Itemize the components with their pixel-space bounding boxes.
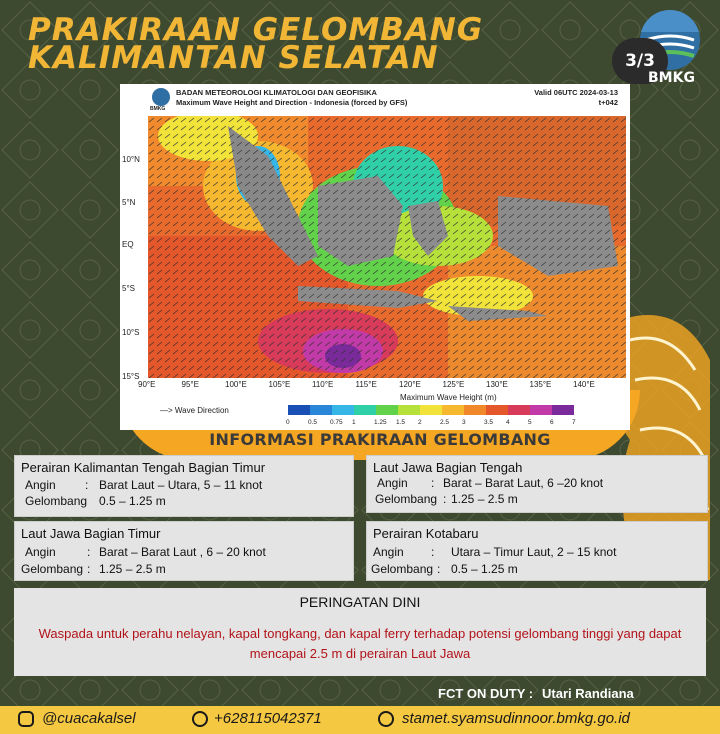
angin-value: Barat – Barat Laut, 6 –20 knot [443,476,604,490]
latitude-label: 15°S [122,372,140,381]
early-warning-box [14,588,706,676]
colon: : [85,478,89,492]
angin-label: Angin [373,545,404,559]
duty-label: FCT ON DUTY : [438,686,534,701]
colorbar-tick: 2.5 [440,419,450,426]
colorbar-swatch [530,405,552,415]
longitude-label: 110°E [312,380,334,389]
colon: : [443,492,447,506]
latitude-label: 10°N [122,155,140,164]
colorbar-tick: 0.75 [330,419,343,426]
page-badge: 3/3 [612,38,668,84]
mini-bmkg-logo-icon [152,88,170,106]
panel-jawa-timur [14,521,354,581]
longitude-label: 115°E [355,380,377,389]
latitude-label: EQ [122,240,134,249]
wave-height-map [148,116,626,378]
gelombang-value: 1.25 – 2.5 m [451,492,518,506]
map-header [120,84,630,114]
longitude-label: 130°E [486,380,508,389]
title-line-2: KALIMANTAN SELATAN [28,40,439,76]
panel-title: Perairan Kotabaru [373,526,479,541]
warning-title: PERINGATAN DINI [299,594,421,610]
latitude-label: 5°N [122,198,136,207]
longitude-label: 100°E [225,380,247,389]
colorbar-swatch [288,405,310,415]
colorbar-swatch [552,405,574,415]
longitude-label: 135°E [529,380,552,389]
latitude-label: 5°S [122,284,135,293]
colon: : [431,476,435,490]
gelombang-value: 0.5 – 1.25 m [99,494,166,508]
title-line-1: PRAKIRAAN GELOMBANG [28,12,484,48]
colorbar-tick: 3.5 [484,419,494,426]
footer-bar [0,706,720,734]
map-lead-time: t+042 [598,98,618,107]
colorbar [288,405,574,415]
colorbar-swatch [508,405,530,415]
panel-kalteng-timur [14,455,354,517]
longitude-label: 125°E [442,380,465,389]
colorbar-tick: 6 [550,419,554,426]
colorbar-swatch [332,405,354,415]
wave-map-card [120,84,630,430]
colorbar-swatch [310,405,332,415]
colorbar-tick: 5 [528,419,532,426]
warning-text: Waspada untuk perahu nelayan, kapal tongkang, dan kapal ferry terhadap potensi gelombang tinggi yang dapat mencapai 2.5 m di perairan Laut Jawa [38,626,682,661]
panel-jawa-tengah [366,455,708,513]
map-valid-time: Valid 06UTC 2024-03-13 [534,88,618,97]
colorbar-tick: 2 [418,419,422,426]
website-link[interactable]: stamet.syamsudinnoor.bmkg.go.id [402,710,630,727]
colorbar-tick: 1.25 [374,419,387,426]
mini-logo-text: BMKG [150,106,166,112]
colon: : [87,545,91,559]
colorbar-swatch [420,405,442,415]
longitude-label: 90°E [138,380,156,389]
colorbar-swatch [354,405,376,415]
panel-title: Perairan Kalimantan Tengah Bagian Timur [21,460,266,475]
angin-label: Angin [25,478,56,492]
gelombang-label: Gelombang [21,562,84,576]
angin-value: Barat – Barat Laut , 6 – 20 knot [99,545,266,559]
colorbar-tick: 0 [286,419,290,426]
panel-title: Laut Jawa Bagian Tengah [373,460,523,475]
longitude-label: 120°E [399,380,421,389]
colorbar-tick: 1.5 [396,419,406,426]
colorbar-tick: 7 [572,419,576,426]
colon: : [431,545,435,559]
instagram-handle[interactable]: @cuacakalsel [42,710,136,727]
colorbar-tick: 4 [506,419,510,426]
arrow-icon: —> [160,406,173,415]
colorbar-tick: 3 [462,419,466,426]
wave-direction-legend [160,406,229,415]
colorbar-swatch [486,405,508,415]
panel-title: Laut Jawa Bagian Timur [21,526,161,541]
angin-value: Barat Laut – Utara, 5 – 11 knot [99,478,263,492]
gelombang-label: Gelombang [371,562,434,576]
map-subtitle: Maximum Wave Height and Direction - Indonesia (forced by GFS) [176,98,408,107]
longitude-label: 95°E [181,380,199,389]
longitude-label: 105°E [268,380,291,389]
colorbar-tick: 0.5 [308,419,318,426]
whatsapp-icon [192,711,208,727]
colorbar-swatch [442,405,464,415]
gelombang-label: Gelombang [375,492,438,506]
latitude-label: 10°S [122,328,140,337]
whatsapp-number[interactable]: +628115042371 [214,710,322,727]
colorbar-swatch [398,405,420,415]
wave-direction-label: Wave Direction [174,406,229,415]
colorbar-swatch [376,405,398,415]
gelombang-value: 0.5 – 1.25 m [451,562,518,576]
colorbar-swatch [464,405,486,415]
angin-label: Angin [25,545,56,559]
angin-value: Utara – Timur Laut, 2 – 15 knot [451,545,617,559]
globe-icon [378,711,394,727]
colorbar-tick: 1 [352,419,356,426]
instagram-icon [18,711,34,727]
gelombang-value: 1.25 – 2.5 m [99,562,166,576]
longitude-label: 140°E [573,380,595,389]
angin-label: Angin [377,476,408,490]
panel-kotabaru [366,521,708,581]
info-title: INFORMASI PRAKIRAAN GELOMBANG [209,430,551,449]
logo-text: BMKG [648,70,695,86]
gelombang-label: Gelombang [25,494,88,508]
duty-name: Utari Randiana [542,686,634,701]
map-agency: BADAN METEOROLOGI KLIMATOLOGI DAN GEOFISIKA [176,88,377,97]
colon: : [437,562,441,576]
colon: : [87,562,91,576]
colorbar-title: Maximum Wave Height (m) [400,393,497,402]
